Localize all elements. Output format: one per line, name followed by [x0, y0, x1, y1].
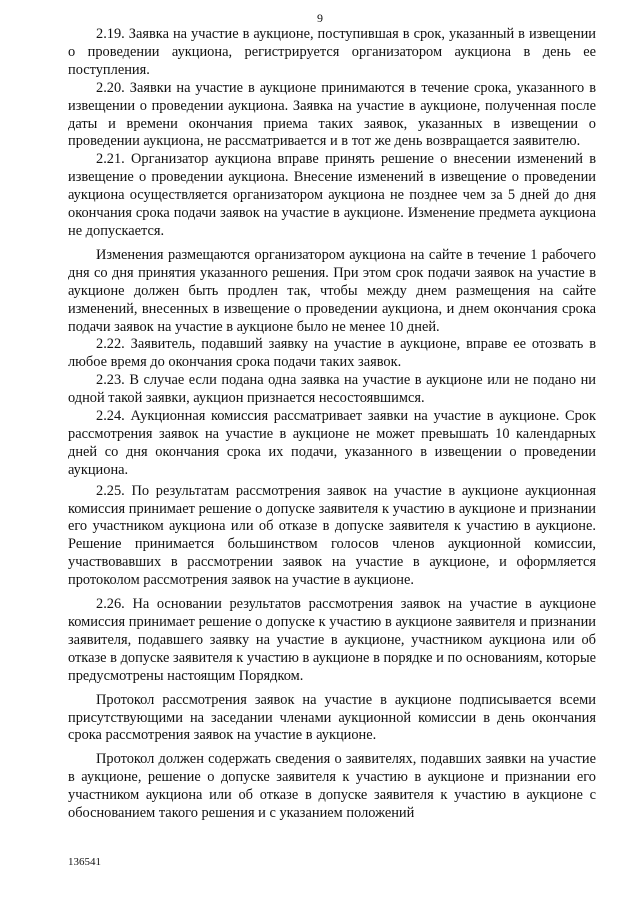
document-code: 136541: [68, 856, 101, 868]
paragraph-changes-placement: Изменения размещаются организатором аукциона на сайте в течение 1 рабочего дня со дня принятия указанного решения. При этом срок подачи заявок на участие в аукционе должен быть продлен так, чтобы между днем размещения на сайте изменений, внесенных в извещение о проведении аукциона, и днем окончания срока подачи заявок на участие в аукционе было не менее 10 дней.: [68, 246, 596, 335]
paragraph-2-22: 2.22. Заявитель, подавший заявку на участие в аукционе, вправе ее отозвать в любое время до окончания срока подачи таких заявок.: [68, 336, 596, 371]
paragraph-2-23: 2.23. В случае если подана одна заявка на участие в аукционе или не подано ни одной такой заявки, аукцион признается несостоявшимся.: [68, 372, 596, 407]
paragraph-2-25: 2.25. По результатам рассмотрения заявок на участие в аукционе аукционная комиссия принимает решение о допуске заявителя к участию в аукционе и признании его участником аукциона или об отказе в допуске заявителя к участию в аукционе. Решение принимается большинством голосов членов аукционной комиссии, участвовавших в рассмотрении заявок на участие в аукционе, и оформляется протоколом рассмотрения заявок на участие в аукционе.: [68, 482, 596, 589]
page-number: 9: [317, 11, 323, 25]
paragraph-2-26: 2.26. На основании результатов рассмотрения заявок на участие в аукционе комиссия принимает решение о допуске к участию в аукционе заявителя и признании заявителя, подавшего заявку на участие в аукционе, участником аукциона или об отказе в допуске заявителя к участию в аукционе в порядке и по основаниям, которые предусмотрены настоящим Порядком.: [68, 596, 596, 684]
paragraph-protocol-contents: Протокол должен содержать сведения о заявителях, подавших заявки на участие в аукционе, решение о допуске заявителя к участию в аукционе и признании его участником аукциона или об отказе в допуске заявителя к участию в аукционе с обоснованием такого решения и с указанием положений: [68, 751, 596, 822]
paragraph-protocol-signing: Протокол рассмотрения заявок на участие в аукционе подписывается всеми присутствующими на заседании членами аукционной комиссии в день окончания срока рассмотрения заявок на участие в аукционе.: [68, 691, 596, 744]
paragraph-2-19: 2.19. Заявка на участие в аукционе, поступившая в срок, указанный в извещении о проведении аукциона, регистрируется организатором аукциона в день ее поступления.: [68, 26, 596, 78]
paragraph-2-21: 2.21. Организатор аукциона вправе принять решение о внесении изменений в извещение о проведении аукциона. Внесение изменений в извещение о проведении аукциона осуществляется организатором аукциона не позднее чем за 5 дней до дня окончания срока подачи заявок на участие в аукционе. Изменение предмета аукциона не допускается.: [68, 151, 596, 239]
document-body: [68, 26, 596, 823]
paragraph-2-20: 2.20. Заявки на участие в аукционе принимаются в течение срока, указанного в извещении о проведении аукциона. Заявка на участие в аукционе, полученная после даты и времени окончания приема таких заявок, указанных в извещении о проведении аукциона, не рассматривается и в тот же день возвращается заявителю.: [68, 79, 596, 150]
paragraph-2-24: 2.24. Аукционная комиссия рассматривает заявки на участие в аукционе. Срок рассмотрения заявок на участие в аукционе не может превышать 10 календарных дней со дня окончания срока их подачи, указанного в извещении о проведении аукциона.: [68, 408, 596, 478]
